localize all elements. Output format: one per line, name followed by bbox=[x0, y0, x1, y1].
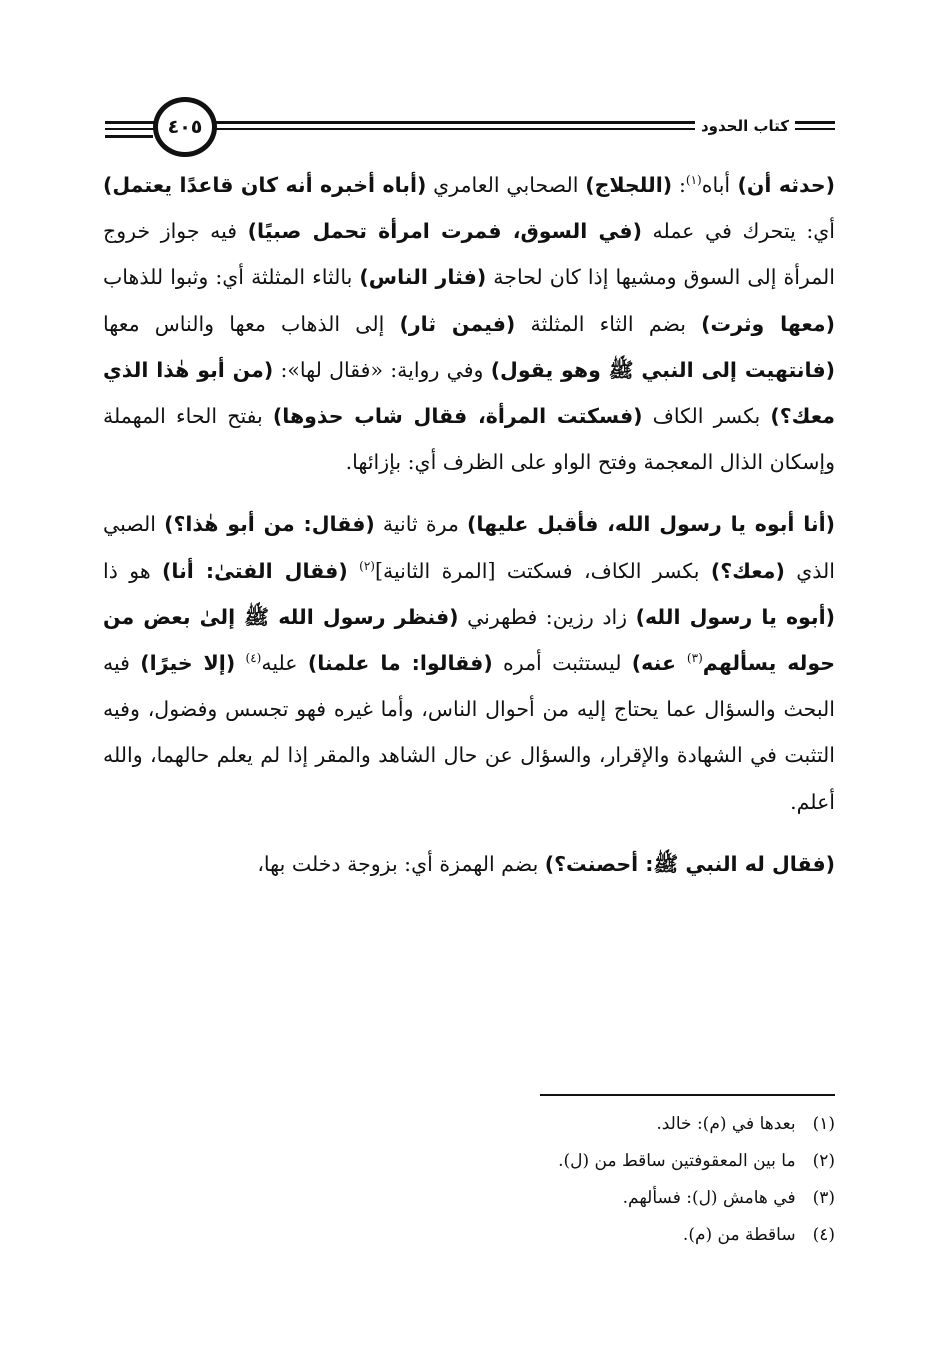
commentary-text: هو ذا bbox=[103, 558, 163, 583]
quoted-hadith-text: (فنظر رسول الله ﷺ إلىٰ بعض من حوله يسألهم bbox=[103, 604, 836, 676]
commentary-text: بفتح الحاء المهملة وإسكان الذال المعجمة وفتح الواو على الظرف أي: بإزائها. bbox=[103, 404, 835, 475]
commentary-text: زاد رزين: فطهرني bbox=[458, 604, 636, 629]
footnote-text: بعدها في (م): خالد. bbox=[656, 1114, 796, 1134]
footnote-number: (٣) bbox=[812, 1188, 835, 1208]
page-header bbox=[105, 95, 835, 165]
footnote-ref: (١) bbox=[685, 173, 702, 188]
footnote-number: (٢) bbox=[812, 1151, 835, 1171]
commentary-text: الصبي الذي bbox=[103, 512, 835, 583]
header-rule-left bbox=[105, 135, 153, 138]
commentary-text: بالثاء المثلثة أي: وثبوا للذهاب bbox=[103, 265, 360, 290]
commentary-text: بضم الهمزة أي: بزوجة دخلت بها، bbox=[257, 851, 545, 876]
footnote-text: ما بين المعقوفتين ساقط من (ل). bbox=[558, 1151, 796, 1171]
commentary-text bbox=[348, 559, 359, 583]
commentary-text: أباه bbox=[701, 173, 731, 197]
quoted-hadith-text: (فقال: من أبو هٰذا؟) bbox=[164, 512, 375, 537]
main-text bbox=[103, 162, 835, 887]
page-number: ٤٠٥ bbox=[167, 116, 203, 138]
footnote-ref: (٣) bbox=[686, 651, 703, 666]
quoted-hadith-text: (فقال الفتىٰ: أنا) bbox=[162, 558, 348, 583]
footnote bbox=[300, 1217, 835, 1254]
paragraph-3 bbox=[103, 841, 835, 887]
quoted-hadith-text: (فسكتت المرأة، فقال شاب حذوها) bbox=[272, 404, 643, 429]
quoted-hadith-text: (من أبو هٰذا الذي معك؟) bbox=[103, 357, 835, 429]
quoted-hadith-text: (اللجلاج) bbox=[585, 173, 673, 197]
quoted-hadith-text: (فثار الناس) bbox=[359, 265, 487, 290]
footnote-number: (٤) bbox=[812, 1225, 835, 1245]
quoted-hadith-text: (أباه أخبره أنه كان قاعدًا يعتمل) bbox=[103, 173, 427, 197]
footnote-ref: (٤) bbox=[245, 651, 262, 666]
quoted-hadith-text: (فقال له النبي ﷺ: أحصنت؟) bbox=[544, 851, 835, 876]
footnote-ref: (٢) bbox=[359, 558, 375, 573]
page-number-badge bbox=[153, 97, 217, 157]
quoted-hadith-text: (فقالوا: ما علمنا) bbox=[307, 651, 493, 676]
footnote-number: (١) bbox=[812, 1114, 835, 1134]
commentary-text: مرة ثانية bbox=[374, 512, 468, 537]
quoted-hadith-text: (حدثه أن) bbox=[730, 173, 835, 197]
quoted-hadith-text: (فانتهيت إلى النبي ﷺ وهو يقول) bbox=[490, 357, 835, 382]
quoted-hadith-text: (أبوه يا رسول الله) bbox=[635, 604, 835, 629]
commentary-text: إلى الذهاب معها والناس معها bbox=[103, 311, 400, 336]
commentary-text: الصحابي العامري bbox=[426, 173, 586, 197]
paragraph-1 bbox=[103, 162, 835, 485]
quoted-hadith-text: (إلا خيرًا) bbox=[140, 651, 236, 676]
footnote bbox=[300, 1180, 835, 1217]
commentary-text: ليستثبت أمره bbox=[492, 651, 632, 676]
commentary-text bbox=[235, 651, 245, 675]
footnote bbox=[300, 1106, 835, 1143]
quoted-hadith-text: (أنا أبوه يا رسول الله، فأقبل عليها) bbox=[467, 512, 835, 537]
footnote-text: في هامش (ل): فسألهم. bbox=[622, 1188, 796, 1208]
footnote bbox=[300, 1143, 835, 1180]
running-title: كتاب الحدود bbox=[695, 117, 795, 135]
commentary-text: وفي رواية: «فقال لها»: bbox=[273, 357, 491, 382]
commentary-text: بكسر الكاف bbox=[642, 404, 771, 429]
commentary-text: عليه bbox=[261, 651, 308, 676]
commentary-text: بضم الثاء المثلثة bbox=[515, 311, 702, 336]
commentary-text: فيه جواز خروج المرأة إلى السوق ومشيها إذا كان لحاجة bbox=[103, 219, 835, 290]
footnotes bbox=[300, 1106, 835, 1254]
paragraph-2 bbox=[103, 501, 835, 824]
quoted-hadith-text: (في السوق، فمرت امرأة تحمل صبيًا) bbox=[247, 219, 642, 244]
quoted-hadith-text: (معك؟) bbox=[710, 558, 785, 583]
commentary-text: بكسر الكاف، فسكتت [المرة الثانية] bbox=[374, 558, 711, 583]
commentary-text: أي: يتحرك في عمله bbox=[641, 219, 836, 244]
commentary-text: : bbox=[672, 173, 686, 197]
commentary-text: فيه البحث والسؤال عما يحتاج إليه من أحوال الناس، وأما غيره فهو تجسس وفضول، وفيه التثبت في الشهادة والإقرار، والسؤال عن حال الشاهد والمقر إذا لم يعلم حالهما، والله أعلم. bbox=[103, 651, 835, 814]
quoted-hadith-text: عنه) bbox=[631, 651, 687, 676]
footnote-separator bbox=[540, 1094, 835, 1096]
quoted-hadith-text: (فيمن ثار) bbox=[399, 311, 516, 336]
footnote-text: ساقطة من (م). bbox=[682, 1225, 796, 1245]
quoted-hadith-text: (معها وثرت) bbox=[701, 311, 835, 336]
